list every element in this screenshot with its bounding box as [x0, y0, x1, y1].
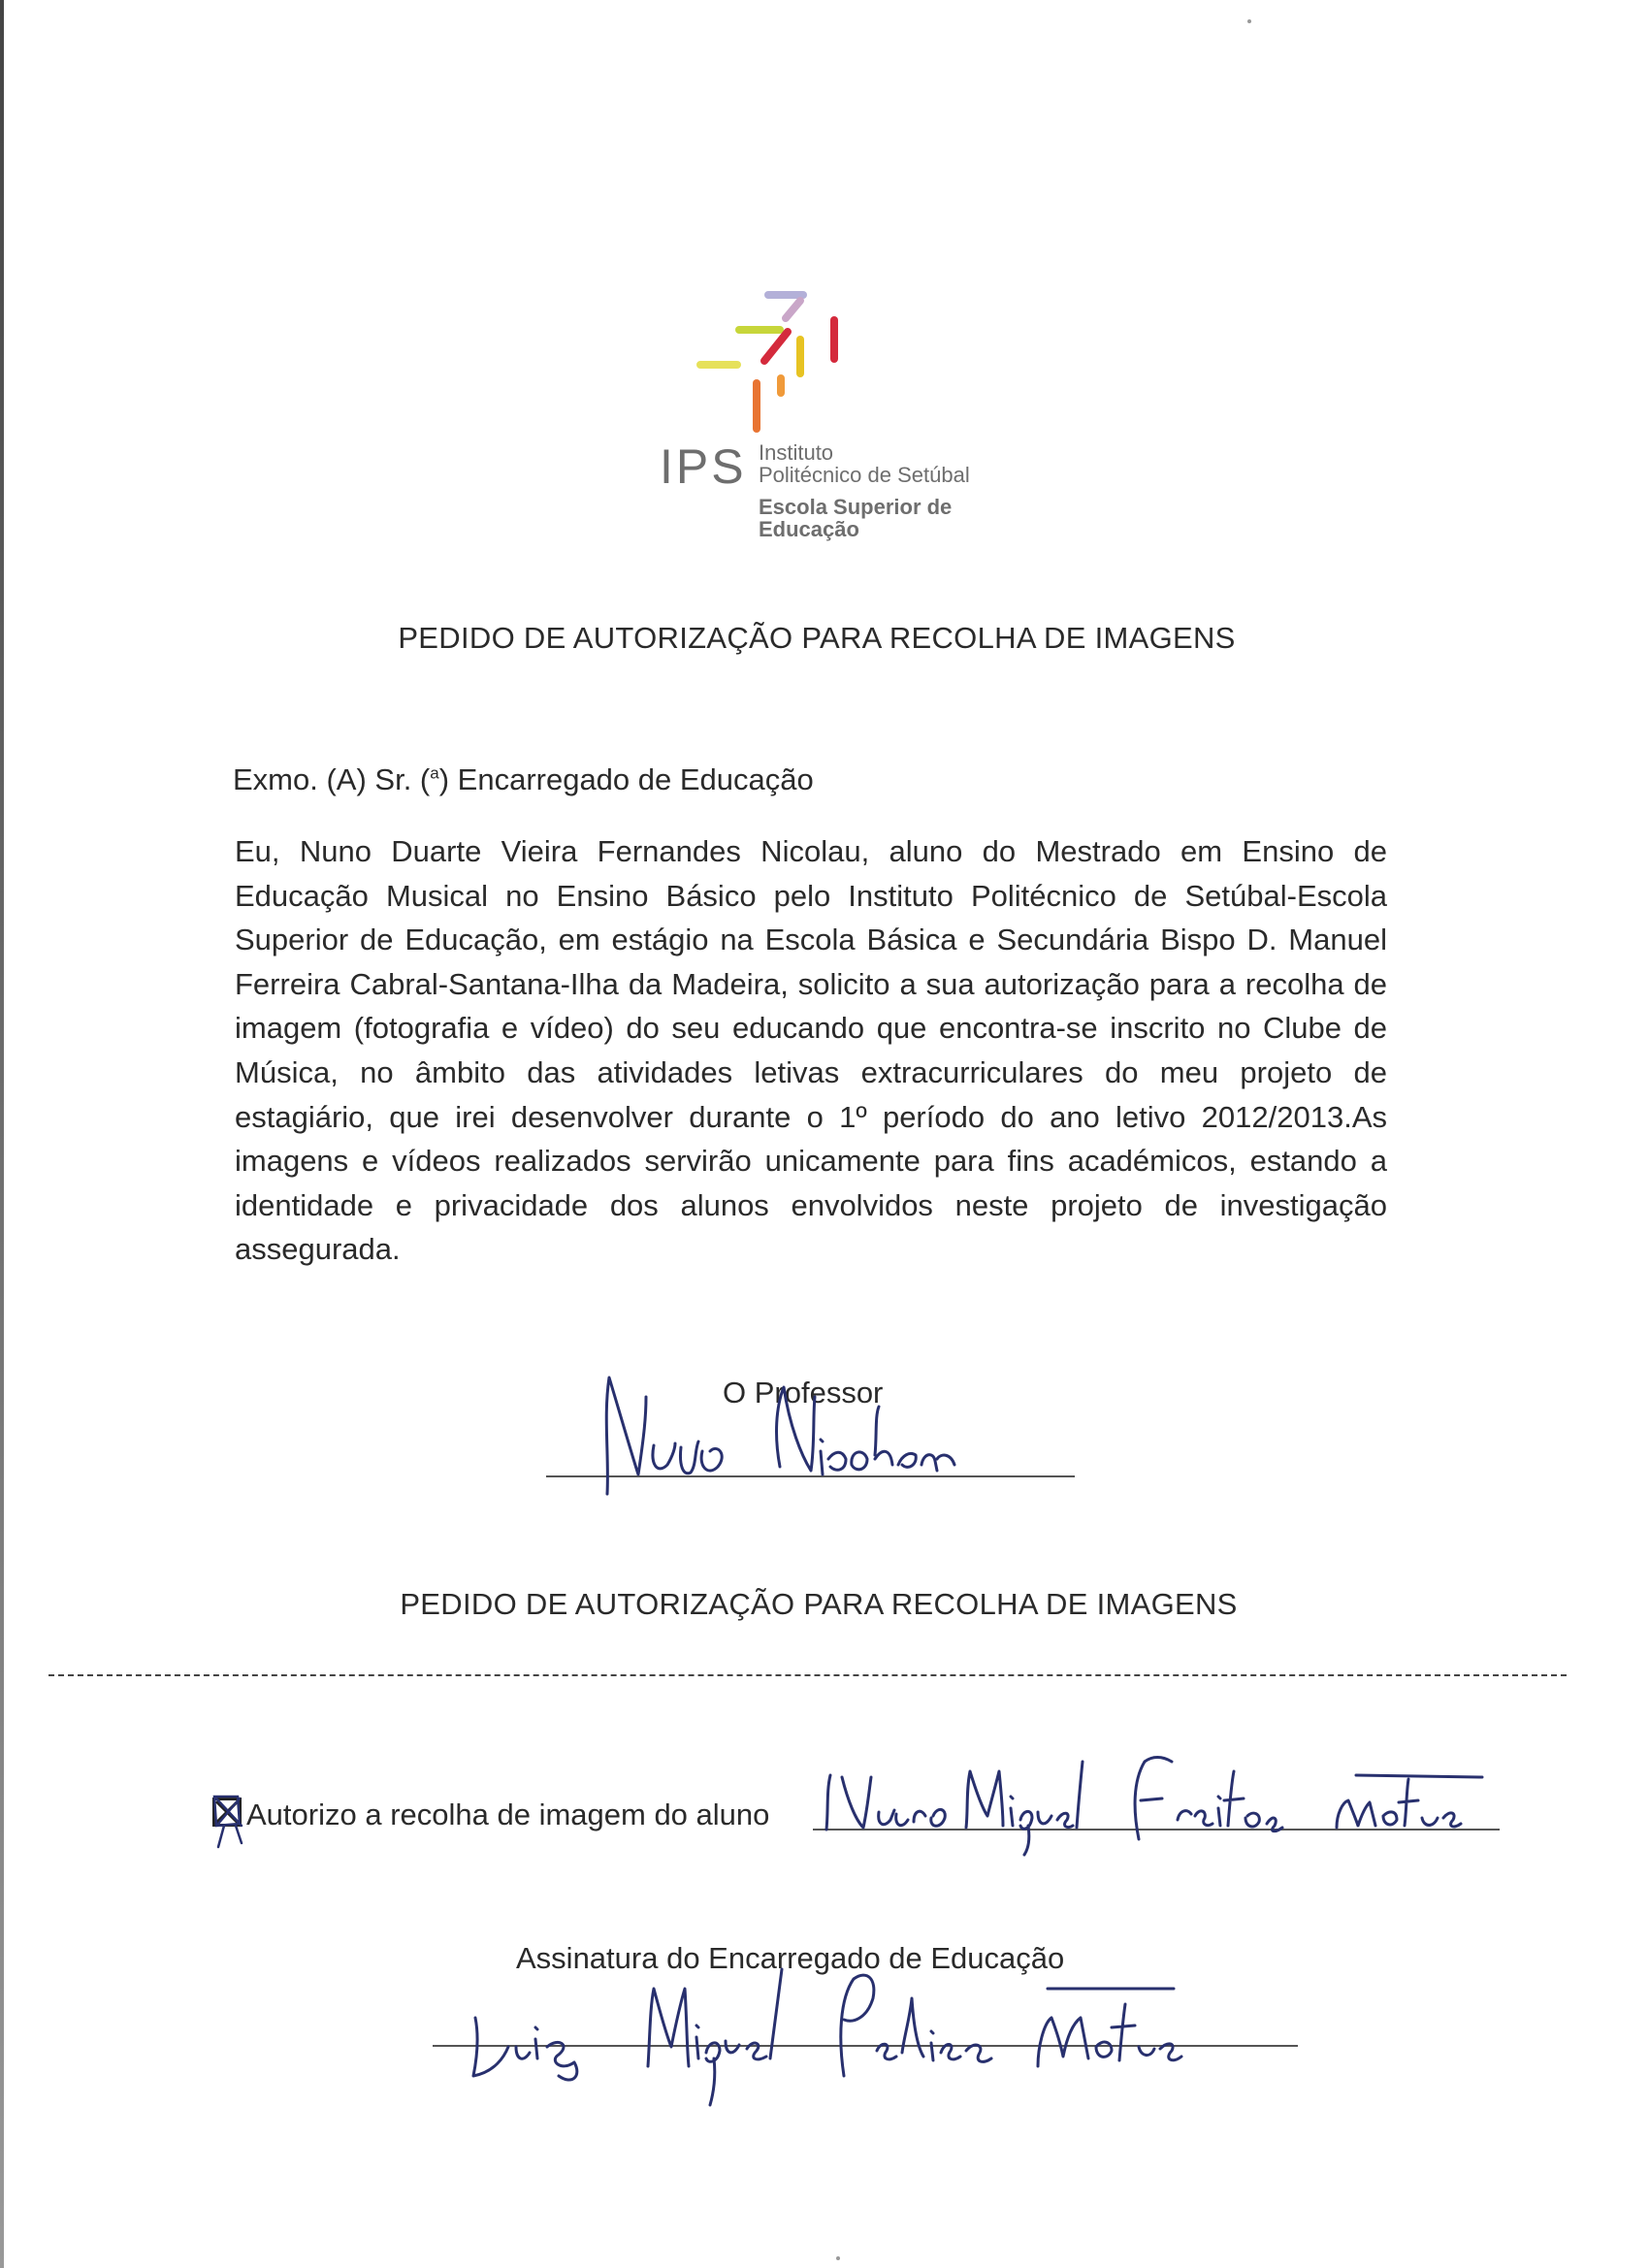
cut-line	[48, 1674, 1567, 1676]
professor-signature	[582, 1358, 1028, 1513]
request-paragraph: Eu, Nuno Duarte Vieira Fernandes Nicolau, aluno do Mestrado em Ensino de Educação Musical no Ensino Básico pelo Instituto Politécnico de Setúbal-Escola Superior de Educação, em estágio na Escola Básica e Secundária Bispo D. Manuel Ferreira Cabral-Santana-Ilha da Madeira, solicito a sua autorização para a recolha de imagem (fotografia e vídeo) do seu educando que encontra-se inscrito no Clube de Música, no âmbito das atividades letivas extracurriculares do meu projeto de estagiário, que irei desenvolver durante o 1º período do ano letivo 2012/2013.As imagens e vídeos realizados servirão unicamente para fins académicos, estando a identidade e privacidade dos alunos envolvidos neste projeto de investigação assegurada.	[235, 834, 1387, 1267]
scan-edge	[0, 0, 4, 2268]
logo-acronym: IPS	[660, 439, 747, 494]
ips-logo-icon	[679, 281, 863, 437]
logo-institute-name: Instituto Politécnico de Setúbal	[759, 440, 970, 487]
authorization-text: Autorizo a recolha de imagem do aluno	[246, 1798, 770, 1831]
student-name-signature	[813, 1733, 1502, 1859]
scan-speck	[1247, 19, 1251, 23]
professor-label: O Professor	[723, 1376, 884, 1409]
guardian-signature-label: Assinatura do Encarregado de Educação	[516, 1941, 1065, 1975]
logo-school-name: Escola Superior de Educação	[759, 495, 953, 541]
salutation: Exmo. (A) Sr. ($^a$) Encarregado de Educação	[233, 762, 814, 796]
cut-off-title: PEDIDO DE AUTORIZAÇÃO PARA RECOLHA DE IMAGENS	[400, 1587, 1238, 1621]
scan-speck	[836, 2256, 840, 2260]
document-title: PEDIDO DE AUTORIZAÇÃO PARA RECOLHA DE IMAGENS	[398, 621, 1236, 655]
guardian-signature	[466, 1930, 1300, 2115]
